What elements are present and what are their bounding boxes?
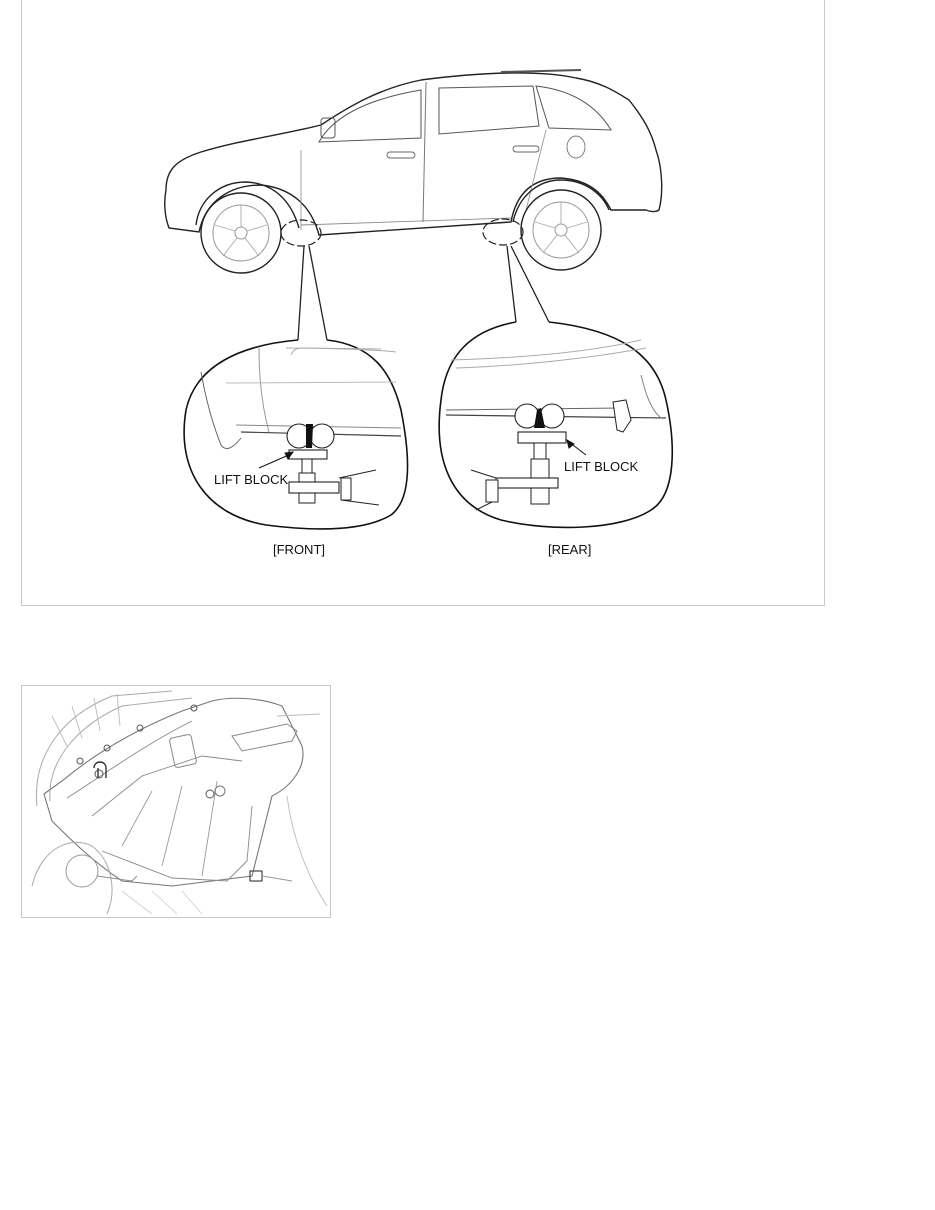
rear-wheel bbox=[513, 180, 609, 270]
undercover-figure bbox=[21, 685, 331, 918]
front-lift-block-label: LIFT BLOCK bbox=[214, 472, 289, 487]
rear-caption: [REAR] bbox=[548, 542, 592, 557]
front-caption: [FRONT] bbox=[273, 542, 325, 557]
undercover-illustration bbox=[22, 686, 332, 919]
rear-callout bbox=[439, 322, 672, 527]
front-callout bbox=[184, 340, 407, 529]
lift-point-figure bbox=[21, 0, 825, 606]
vehicle-outline bbox=[165, 70, 662, 235]
vehicle-lift-diagram bbox=[22, 0, 826, 607]
rear-lift-block-label: LIFT BLOCK bbox=[564, 459, 639, 474]
